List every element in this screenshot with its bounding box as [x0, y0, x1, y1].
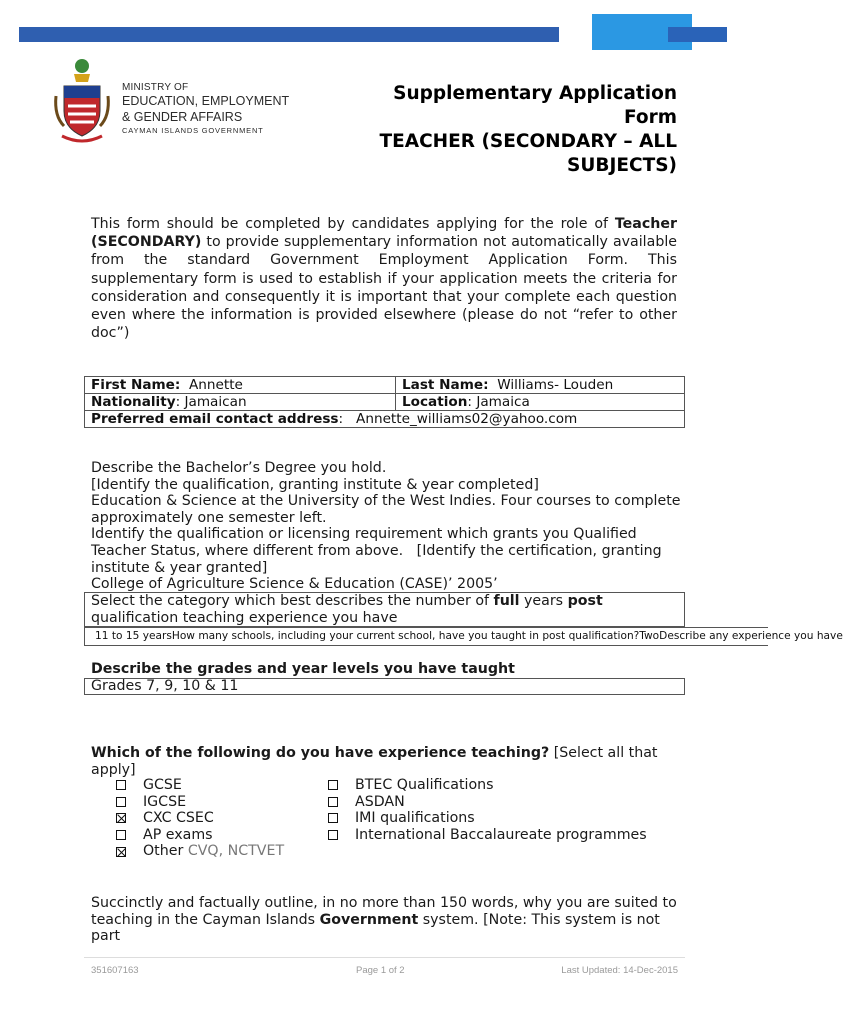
- intro-paragraph: [91, 215, 677, 342]
- outline-text-2: system. [Note: This system is not part: [91, 911, 660, 945]
- form-title: [380, 82, 678, 178]
- subject-label: BTEC Qualifications: [355, 777, 494, 793]
- checkbox-icon[interactable]: [328, 797, 338, 807]
- experience-q-text-2: years: [519, 593, 568, 609]
- subjects-question-line-1: [91, 745, 677, 762]
- ministry-line-1: MINISTRY OF: [122, 82, 189, 93]
- experience-q-post: post: [567, 593, 603, 609]
- title-line-2: Form: [624, 107, 677, 128]
- subject-option-ib[interactable]: [328, 827, 647, 844]
- grades-question: Describe the grades and year levels you have taught: [91, 661, 515, 677]
- degree-section: [91, 460, 681, 593]
- experience-q-full: full: [493, 593, 520, 609]
- email-cell[interactable]: [85, 411, 685, 428]
- header-accent-bar: [668, 27, 727, 42]
- subject-label: International Baccalaureate programmes: [355, 826, 647, 843]
- last-name-label: Last Name:: [402, 376, 489, 393]
- subjects-q-rest: [Select all that: [549, 745, 658, 761]
- location-cell[interactable]: [396, 394, 685, 411]
- qts-answer[interactable]: College of Agriculture Science & Education (CASE)’ 2005’: [91, 576, 498, 593]
- outline-question: [91, 895, 681, 945]
- experience-answer-field[interactable]: 11 to 15 yearsHow many schools, including your current school, have you taught in post qualification?TwoDescribe any experience you have: [84, 627, 768, 646]
- footer-page-number: Page 1 of 2: [356, 965, 405, 976]
- subject-label: GCSE: [143, 777, 182, 793]
- other-subjects-value[interactable]: CVQ, NCTVET: [187, 843, 285, 860]
- qts-question-line-1: Identify the qualification or licensing requirement which grants you Qualified: [91, 526, 637, 543]
- subjects-question-line-2: apply]: [91, 761, 136, 778]
- checkbox-icon[interactable]: [116, 797, 126, 807]
- subject-option-igcse[interactable]: [116, 794, 284, 811]
- intro-text-1: This form should be completed by candidates applying for the role of: [91, 216, 615, 232]
- location-label: Location: [402, 393, 468, 410]
- intro-text-2: to provide supplementary information not automatically available from the standard Government Employment Application Form. This supplementary form is used to establish if your application meets the criteria for consideration and consequently it is important that your complete each question even where the information is provided elsewhere (please do not “refer to other doc”): [91, 234, 677, 342]
- degree-instruction: [Identify the qualification, granting institute & year completed]: [91, 476, 539, 493]
- degree-answer-line-1[interactable]: Education & Science at the University of the West Indies. Four courses to complete: [91, 493, 681, 510]
- table-row: [85, 394, 685, 411]
- experience-q-text-1: Select the category which best describes the number of: [91, 593, 494, 609]
- first-name-label: First Name:: [91, 376, 181, 393]
- experience-question: [91, 593, 603, 626]
- outline-line-1: Succinctly and factually outline, in no more than 150 words, why you are suited to: [91, 895, 677, 911]
- degree-question: Describe the Bachelor’s Degree you hold.: [91, 460, 387, 476]
- subject-option-cxc-csec[interactable]: [116, 810, 284, 827]
- outline-government: Government: [319, 911, 419, 928]
- first-name-cell[interactable]: [85, 377, 396, 394]
- experience-question-line-2: qualification teaching experience you have: [91, 609, 398, 626]
- first-name-value: Annette: [189, 376, 243, 393]
- nationality-value: : Jamaican: [175, 393, 247, 410]
- subject-option-gcse[interactable]: [116, 777, 284, 794]
- outline-line-2: [91, 912, 681, 945]
- ministry-name: [122, 82, 289, 135]
- subject-option-imi[interactable]: [328, 810, 647, 827]
- subject-label: AP exams: [143, 826, 213, 843]
- subject-label: CXC CSEC: [143, 810, 214, 827]
- title-line-1: Supplementary Application: [393, 83, 677, 104]
- ministry-line-3: & GENDER AFFAIRS: [122, 110, 243, 124]
- checkbox-icon[interactable]: [116, 780, 126, 790]
- email-value: : Annette_williams02@yahoo.com: [338, 410, 578, 427]
- subject-label: Other: [143, 843, 184, 860]
- checkbox-icon[interactable]: [328, 813, 338, 823]
- checkbox-checked-icon[interactable]: [116, 813, 126, 823]
- applicant-info-table: [84, 376, 685, 428]
- subject-label: IMI qualifications: [355, 810, 475, 827]
- outline-text-1: teaching in the Cayman Islands: [91, 911, 320, 928]
- subjects-q-bold: Which of the following do you have experience teaching?: [91, 745, 550, 761]
- qts-question-line-2: Teacher Status, where different from above. [Identify the certification, granting: [91, 542, 662, 559]
- email-label: Preferred email contact address: [91, 410, 339, 427]
- intro-role: Teacher (SECONDARY): [91, 216, 677, 251]
- checkbox-icon[interactable]: [116, 830, 126, 840]
- nationality-label: Nationality: [91, 393, 176, 410]
- experience-question-line-1: [91, 593, 603, 610]
- header-bar: [19, 27, 559, 42]
- last-name-cell[interactable]: [396, 377, 685, 394]
- footer-divider: [84, 957, 685, 958]
- subject-option-btec[interactable]: [328, 777, 647, 794]
- last-name-value: Williams- Louden: [497, 376, 614, 393]
- location-value: : Jamaica: [467, 393, 530, 410]
- checkbox-icon[interactable]: [328, 780, 338, 790]
- ministry-line-4: CAYMAN ISLANDS GOVERNMENT: [122, 126, 264, 135]
- subjects-right-column: [328, 777, 647, 843]
- footer-doc-id: 351607163: [91, 965, 139, 976]
- coat-of-arms-icon: [52, 56, 112, 146]
- table-row: [85, 411, 685, 428]
- subject-option-ap-exams[interactable]: [116, 827, 284, 844]
- ministry-logo: [52, 56, 332, 146]
- subjects-question: [91, 745, 677, 778]
- degree-answer-line-2[interactable]: approximately one semester left.: [91, 509, 327, 526]
- ministry-line-2: EDUCATION, EMPLOYMENT: [122, 94, 290, 108]
- grades-answer-field[interactable]: Grades 7, 9, 10 & 11: [84, 678, 685, 695]
- checkbox-checked-icon[interactable]: [116, 847, 126, 857]
- subjects-left-column: [116, 777, 284, 860]
- footer-last-updated: Last Updated: 14-Dec-2015: [561, 965, 678, 976]
- subject-label: IGCSE: [143, 793, 187, 810]
- table-row: [85, 377, 685, 394]
- nationality-cell[interactable]: [85, 394, 396, 411]
- title-line-3: TEACHER (SECONDARY – ALL: [379, 131, 677, 152]
- subject-option-other[interactable]: [116, 843, 284, 860]
- title-line-4: SUBJECTS): [567, 155, 677, 176]
- subject-label: ASDAN: [355, 793, 405, 810]
- subject-option-asdan[interactable]: [328, 794, 647, 811]
- checkbox-icon[interactable]: [328, 830, 338, 840]
- qts-question-line-3: institute & year granted]: [91, 559, 268, 576]
